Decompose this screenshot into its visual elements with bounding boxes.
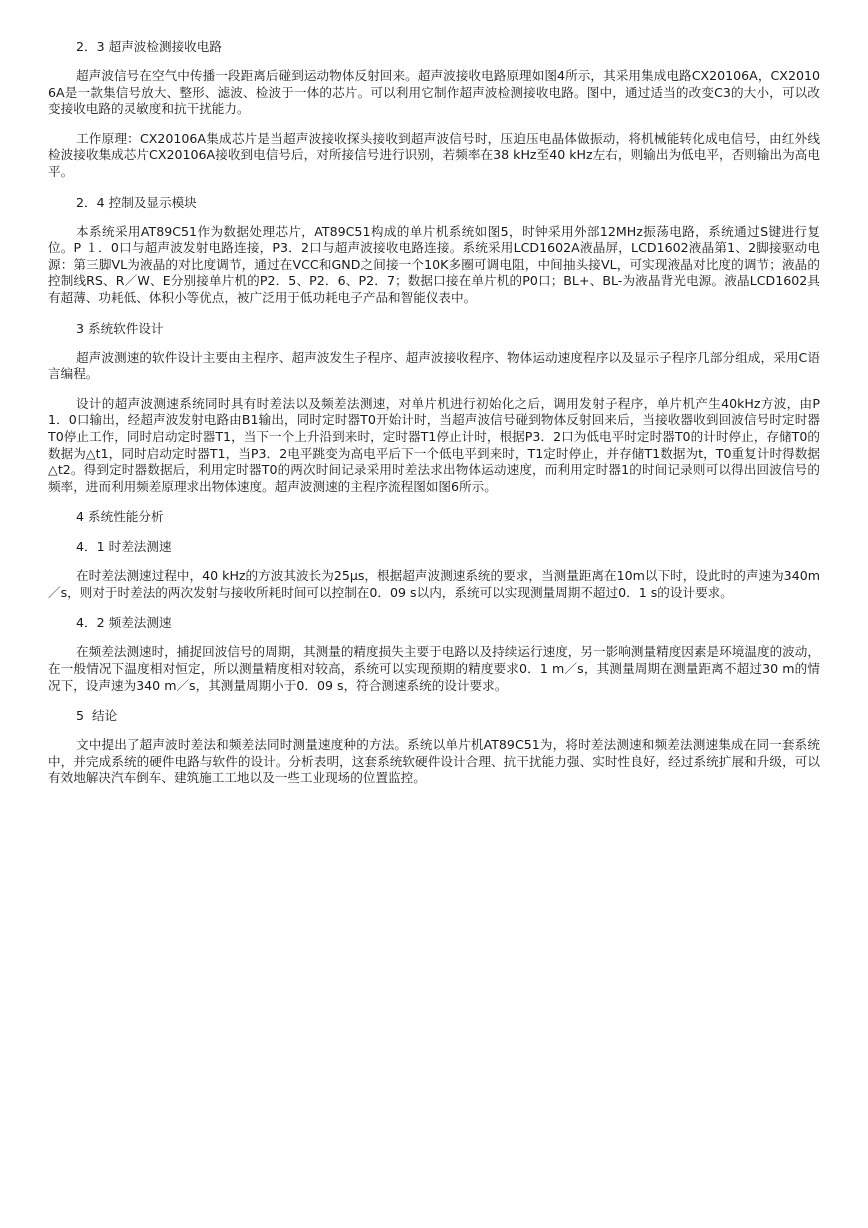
section-heading-2-4: 2．4 控制及显示模块 bbox=[76, 194, 197, 210]
paragraph-software-overview: 超声波测速的软件设计主要由主程序、超声波发生子程序、超声波接收程序、物体运动速度程序以及显示子程序几部分组成，采用C语言编程。 bbox=[48, 349, 820, 382]
paragraph-time-difference: 在时差法测速过程中，40 kHz的方波其波长为25μs，根据超声波测速系统的要求，当测量距离在10m以下时，设此时的声速为340m／s，则对于时差法的两次发射与接收所耗时间可以控制在0．09 s以内，系统可以实现测量周期不超过0．1 s的设计要求。 bbox=[48, 568, 820, 600]
section-heading-4-1: 4．1 时差法测速 bbox=[76, 539, 172, 555]
section-heading-5: 5 结论 bbox=[76, 708, 118, 724]
paragraph-working-principle: 工作原理：CX20106A集成芯片是当超声波接收探头接收到超声波信号时，压迫压电晶体做振动，将机械能转化成电信号，由红外线检波接收集成芯片CX20106A接收到电信号后，对所接信号进行识别，若频率在38 kHz至40 kHz左右，则输出为低电平，否则输出为高电平。 bbox=[48, 130, 820, 179]
paragraph-software-flow: 设计的超声波测速系统同时具有时差法以及频差法测速，对单片机进行初始化之后，调用发射子程序，单片机产生40kHz方波，由P1．0口输出，经超声波发射电路由B1输出，同时定时器T0开始计时，当超声波信号碰到物体反射回来后，当接收器收到回波信号时定时器T0停止工作，同时启动定时器T1，当下一个上升沿到来时，定时器T1停止计时，根据P3．2口为低电平时定时器T0的计时停止，存储T0的数据为△t1，同时启动定时器T1，当P3．2电平跳变为高电平后下一个低电平到来时，T1定时停止，并存储T1数据为t，T0重复计时得数据△t2。得到定时器数据后，利用定时器T0的两次时间记录采用时差法求出物体运动速度，而利用定时器1的时间记录则可以得出回波信号的频率，进而利用频差原理求出物体速度。超声波测速的主程序流程图如图6所示。 bbox=[48, 395, 820, 494]
document-page bbox=[48, 38, 820, 800]
paragraph-frequency-difference: 在频差法测速时，捕捉回波信号的周期，其测量的精度损失主要于电路以及持续运行速度，另一影响测量精度因素是环境温度的波动，在一般情况下温度相对恒定，所以测量精度相对较高，系统可以实现预期的精度要求0．1 m／s，其测量周期在测量距离不超过30 m的情况下，设声速为340 m／s，其测量周期小于0．09 s，符合测速系统的设计要求。 bbox=[48, 644, 820, 693]
paragraph-conclusion: 文中提出了超声波时差法和频差法同时测量速度种的方法。系统以单片机AT89C51为，将时差法测速和频差法测速集成在同一套系统中，并完成系统的硬件电路与软件的设计。分析表明，这套系统软硬件设计合理、抗干扰能力强、实时性良好，经过系统扩展和升级，可以有效地解决汽车倒车、建筑施工工地以及一些工业现场的位置监控。 bbox=[48, 737, 820, 786]
section-heading-3: 3 系统软件设计 bbox=[76, 320, 164, 336]
section-heading-4: 4 系统性能分析 bbox=[76, 509, 164, 525]
section-heading-2-3: 2．3 超声波检测接收电路 bbox=[76, 39, 222, 54]
paragraph-control-display: 本系统采用AT89C51作为数据处理芯片，AT89C51构成的单片机系统如图5，时钟采用外部12MHz振荡电路，系统通过S键进行复位。P １．0口与超声波发射电路连接，P3．2口与超声波接收电路连接。系统采用LCD1602A液晶屏，LCD1602液晶第1、2脚接驱动电源：第三脚VL为液晶的对比度调节，通过在VCC和GND之间接一个10K多圈可调电阻，中间抽头接VL，可实现液晶对比度的调节；液晶的控制线RS、R／W、E分别接单片机的P2．5、P2．6、P2．7；数据口接在单片机的P0口；BL+、BL-为液晶背光电源。液晶LCD1602具有超薄、功耗低、体积小等优点，被广泛用于低功耗电子产品和智能仪表中。 bbox=[48, 223, 820, 305]
paragraph-receiver-intro: 超声波信号在空气中传播一段距离后碰到运动物体反射回来。超声波接收电路原理如图4所示，其采用集成电路CX20106A，CX20106A是一款集信号放大、整形、滤波、检波于一体的芯片。可以利用它制作超声波检测接收电路。图中，通过适当的改变C3的大小，可以改变接收电路的灵敏度和抗干扰能力。 bbox=[48, 68, 820, 117]
section-heading-4-2: 4．2 频差法测速 bbox=[76, 615, 172, 631]
